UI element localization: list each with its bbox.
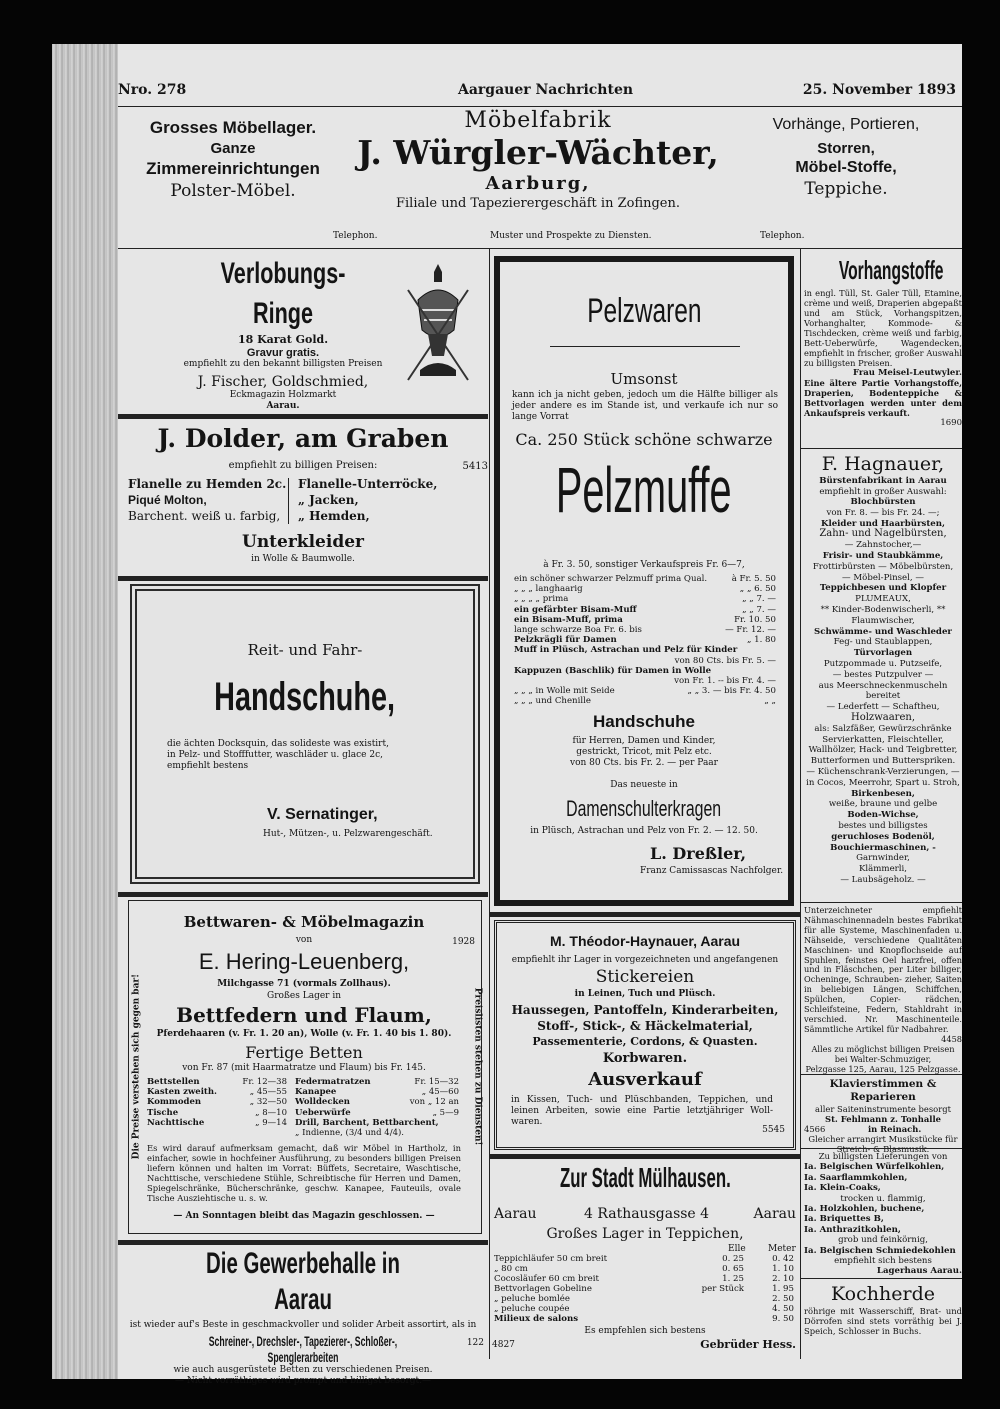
pelz-umsonst: Umsonst [610, 370, 678, 388]
pelz-title-rule [550, 346, 740, 347]
hering-big: Bettfedern und Flaum, [176, 1003, 432, 1027]
moebel-title: Möbelfabrik [464, 108, 612, 133]
rule-right-5 [801, 1278, 962, 1279]
ad-hering-leuenberg [128, 900, 482, 1234]
kohlen-item-0: Ia. Belgischen Würfelkohlen, [804, 1162, 945, 1173]
dolder-left-2: Piqué Molton, [128, 493, 207, 507]
hering-tl-0-price: Fr. 12—38 [242, 1077, 287, 1087]
muehl-head-meter: Meter [768, 1244, 796, 1254]
pelz-price-list [514, 574, 776, 707]
pelz-row-10-price: „ „ [764, 696, 776, 707]
hering-tr-4-price: „ Indienne, (3/4 und 4/4). [295, 1128, 404, 1139]
moebel-left-4: Polster-Möbel. [170, 181, 296, 201]
hering-tr-4-label: Drill, Barchent, Bettbarchent, [295, 1117, 439, 1128]
ringe-addr: Eckmagazin Holzmarkt [229, 390, 337, 401]
hand-line-2: in Pelz- und Stofffutter, waschläder u. glace 2c, [167, 750, 383, 761]
haynauer-title: M. Théodor-Haynauer, Aarau [549, 933, 741, 949]
pelz-row-1-item: „ „ „ langhaarig [514, 584, 583, 595]
pelz-hand-line-2: gestrickt, Tricot, mit Pelz etc. [576, 747, 712, 758]
dolder-unterkleider: Unterkleider [242, 532, 364, 552]
moebel-left-1: Grosses Möbellager. [149, 118, 317, 137]
ringe-city: Aarau. [266, 401, 300, 412]
buersten-sub: Bürstenfabrikant in Aarau [819, 476, 947, 486]
vorhang-extra: Eine ältere Partie Vorhangstoffe, Draperien, Bodenteppiche & Bettvorlagen werden unter dem Ankaufspreis verkauft. [804, 378, 962, 418]
pelz-row-4-item: ein Bisam-Muff, prima [514, 614, 623, 625]
ad-verlobungs-ringe [118, 254, 488, 412]
rule-right-3 [801, 1074, 962, 1075]
pelz-title: Pelzwaren [586, 292, 702, 330]
hering-table-right [295, 1077, 459, 1138]
naeh-line-2: Alles zu möglichst billigen Preisen bei Walter-Schmuziger, [811, 1043, 955, 1064]
page-stack-edges [52, 44, 118, 1379]
moebel-right-1: Vorhänge, Portieren, [772, 116, 920, 133]
buersten-item-1: von Fr. 8. — bis Fr. 24. —; [826, 507, 940, 518]
ad-naehmaschinen [804, 905, 962, 1074]
rule-below-moebel [118, 248, 962, 249]
hering-sunday: — An Sonntagen bleibt das Magazin geschlossen. — [173, 1211, 435, 1221]
muehl-row-2-item: Cocosläufer 60 cm breit [494, 1274, 599, 1284]
muehl-row-1-meter: 1. 10 [772, 1264, 794, 1274]
haynauer-korb: Korbwaren. [602, 1051, 688, 1066]
hering-tr-3-label: Ueberwürfe [295, 1107, 351, 1118]
naeh-text: Unterzeichneter empfiehlt Nähmaschinennadeln bestes Fabrikat für alle Systeme, Maschinenfaden u. Nähseide, verschiedene Qualitäten Maschinen- und Knopflochseide auf Spuhlen, feinstes Oel harzfrei, offen und in Fläschchen, per Liter billiger, Ocheninge, Schrauben- zieher, Saiten in beliebigen Längen, Schiffchen, Spülchen, Copier- rädchen, Schleifsteine, Federn, Stahldraht in verschied. Nr. Maschinenteile. Sämmtliche Artikel für Nadbahrer. [804, 905, 962, 1034]
naeh-line-3: Pelzgasse 125, Aarau, 125 Pelzgasse. [805, 1063, 961, 1074]
ad-kohlen [804, 1152, 962, 1277]
pelz-row-0-price: à Fr. 5. 50 [731, 574, 776, 584]
muehl-lager: Großes Lager in Teppichen, [546, 1226, 744, 1242]
hering-tl-1-price: „ 45—55 [249, 1087, 287, 1098]
dolder-right-3: „ Hemden, [298, 509, 370, 523]
ringe-title: Verlobungs-Ringe [220, 257, 346, 330]
pelz-firm-sub: Franz Camissascas Nachfolger. [640, 866, 784, 876]
buersten-item-21: Servierkatten, Fleischteller, Wallhölzer, Hack- und Teigbretter, [808, 734, 958, 756]
muehl-row-4-elle [694, 1294, 744, 1304]
dolder-title: J. Dolder, am Graben [157, 424, 449, 453]
ad-vorhangstoffe [804, 254, 962, 446]
ad-handschuhe-frame [130, 584, 480, 884]
muehl-row-4-meter: 2. 50 [772, 1294, 794, 1304]
vorhang-number: 1690 [940, 418, 962, 428]
gewerbe-number: 122 [466, 1338, 484, 1348]
hering-tr-0-price: Fr. 15—32 [414, 1077, 459, 1087]
rule-thick-1 [118, 414, 488, 419]
pelz-row-9-price: „ „ 3. — bis Fr. 4. 50 [687, 686, 776, 697]
kochherde-title: Kochherde [831, 1283, 935, 1305]
kohlen-item-3: trocken u. flammig, [840, 1193, 926, 1204]
page-header [118, 82, 962, 102]
muehl-row-5-meter: 4. 50 [772, 1304, 794, 1314]
rule-right-2 [801, 902, 962, 903]
hering-tl-0-label: Bettstellen [147, 1077, 200, 1087]
haynauer-stickereien: Stickereien [595, 967, 695, 987]
buersten-item-22: Butterformen und Butterspriken. [810, 756, 956, 767]
hering-tl-3-label: Tische [147, 1107, 179, 1118]
kohlen-item-8: Ia. Belgischen Schmiedekohlen [804, 1245, 956, 1256]
buersten-item-13: Feg- und Staublappen, [833, 637, 933, 648]
pelz-price: à Fr. 3. 50, sonstiger Verkaufspreis Fr. 6—7, [543, 560, 745, 570]
buersten-item-0: Blochbürsten [850, 497, 916, 507]
muehl-firm: Gebrüder Hess. [700, 1338, 796, 1351]
ad-moebelfabrik [118, 108, 962, 248]
klavier-number: 4566 [804, 1124, 826, 1134]
gewerbe-title: Die Gewerbehalle in Aarau [206, 1247, 400, 1316]
buersten-item-18: — Lederfett — Schaftheu, [826, 702, 940, 713]
ad-zur-stadt-muelhausen [492, 1158, 798, 1358]
hering-fertig: Fertige Betten [245, 1043, 363, 1062]
buersten-item-28: bestes und billigstes [838, 820, 928, 831]
kohlen-item-4: Ia. Holzkohlen, buchene, [804, 1204, 925, 1215]
ad-klavierstimmen [804, 1078, 962, 1154]
vorhang-title: Vorhangstoffe [838, 255, 944, 285]
klavier-title: Klavierstimmen & Reparieren [829, 1078, 937, 1103]
buersten-item-26: weiße, braune und gelbe [828, 799, 938, 810]
hering-tr-0-label: Federmatratzen [295, 1077, 371, 1087]
kochherde-text: röhrige mit Wasserschiff, Brat- und Dörrofen sind stets vorräthig bei J. Speich, Schlosser in Buchs. [804, 1306, 962, 1336]
pelz-hand-line-1: für Herren, Damen und Kinder, [572, 736, 716, 746]
hering-side-right: Preislisten stehen zu Diensten! [472, 987, 483, 1146]
rule-thick-3 [118, 892, 488, 897]
muehl-price-table [494, 1254, 794, 1324]
pelz-row-2-price: „ „ 7. — [742, 594, 776, 605]
moebel-place: Aarburg, [485, 173, 591, 194]
hand-line-1: die ächten Docksquin, das solideste was existirt, [167, 739, 389, 749]
buersten-item-7: — Möbel-Pinsel, — [842, 572, 924, 583]
ad-gewerbehalle [118, 1246, 488, 1387]
vorhang-firm: Frau Meisel-Leutwyler. [852, 368, 962, 378]
hering-tr-2-price: von „ 12 an [409, 1097, 459, 1108]
hering-tr-2-label: Wolldecken [295, 1097, 350, 1108]
ad-kochherde [804, 1282, 962, 1358]
haynauer-line-4: Stoff-, Stick-, & Häckelmaterial, [537, 1019, 753, 1033]
ringe-line-1: 18 Karat Gold. [237, 333, 329, 346]
header-rule [118, 106, 962, 107]
moebel-left-3: Zimmereinrichtungen [146, 159, 320, 178]
buersten-item-8: Teppichbesen und Klopfer [819, 583, 947, 594]
telephon-right: Telephon. [760, 231, 805, 241]
rule-thick-mid-1 [490, 912, 800, 917]
muehl-row-6-item: Milieux de salons [494, 1314, 579, 1324]
kohlen-item-7: grob und feinkörnig, [838, 1235, 928, 1246]
dolder-number: 5413 [462, 461, 488, 472]
gewerbe-line-3: wie auch ausgerüstete Betten zu verschiedenen Preisen. [173, 1365, 433, 1376]
hering-tr-1-price: „ 45—60 [421, 1087, 459, 1098]
buersten-list [804, 497, 962, 886]
hering-tr-1-label: Kanapee [295, 1087, 337, 1098]
ringe-line-2: Gravur gratis. [246, 346, 320, 359]
pelz-row-2-item: „ „ „ „ prima [514, 594, 569, 605]
pelz-hand-line-3: von 80 Cts. bis Fr. 2. — per Paar [570, 758, 718, 769]
pelz-row-4-price: Fr. 10. 50 [734, 614, 776, 625]
haynauer-line-1: empfiehlt ihr Lager in vorgezeichneten und angefangenen [511, 955, 779, 965]
moebel-right-3: Möbel-Stoffe, [795, 159, 897, 176]
pelz-ca: Ca. 250 Stück schöne schwarze [515, 430, 773, 449]
dolder-unterkleider-sub: in Wolle & Baumwolle. [251, 554, 355, 564]
buersten-item-24: in Cocos, Meerrohr, Spart u. Stroh, [806, 777, 960, 788]
hering-side-left: Die Preise verstehen sich gegen bar! [131, 973, 142, 1160]
buersten-item-20: als: Salzfäßer, Gewürzschränke [814, 723, 952, 734]
pelz-row-6-price: „ 1. 80 [746, 635, 776, 646]
naeh-number: 4458 [941, 1033, 962, 1044]
muehl-head-elle: Elle [728, 1244, 746, 1254]
rule-thick-4 [118, 1240, 488, 1245]
buersten-item-17: aus Meerschneckenmuscheln bereitet [818, 680, 948, 702]
buersten-item-6: Frottirbürsten — Möbelbürsten, [812, 561, 954, 572]
buersten-item-12: Schwämme- und Waschleder [814, 626, 952, 637]
moebel-left-2: Ganze [210, 140, 256, 157]
hering-top: Bettwaren- & Möbelmagazin [183, 913, 425, 931]
muehl-number: 4827 [492, 1340, 515, 1350]
muehl-row-2-meter: 2. 10 [772, 1274, 794, 1284]
pelz-row-3-price: „ „ 7. — [742, 604, 776, 615]
buersten-item-14: Türvorlagen [853, 648, 913, 659]
buersten-item-25: Birkenbesen, [851, 788, 915, 799]
gewerbe-line-2: Schreiner-, Drechsler-, Tapezierer-, Schloßer-, Spenglerarbeiten [208, 1333, 398, 1366]
trophy-cup-illustration [398, 260, 478, 392]
klavier-line-3: in Reinach. [868, 1124, 922, 1134]
muehl-row-1-item: „ 80 cm [494, 1264, 528, 1274]
kohlen-firm: Lagerhaus Aarau. [876, 1266, 962, 1277]
rule-right-1 [801, 448, 962, 449]
hering-tl-4-price: „ 9—14 [255, 1117, 287, 1128]
muehl-row-4-item: „ peluche bomlée [494, 1294, 570, 1304]
muehl-row-2-elle: 1. 25 [722, 1274, 744, 1284]
haynauer-line-2: in Leinen, Tuch und Plüsch. [574, 989, 716, 999]
hering-tl-3-price: „ 8—10 [255, 1107, 287, 1118]
hering-lager: Großes Lager in [267, 991, 341, 1001]
muehl-row-5-elle [694, 1304, 744, 1314]
muehl-left: Aarau [494, 1206, 537, 1222]
hering-tl-1-label: Kasten zweith. [147, 1087, 218, 1098]
ad-dolder [118, 424, 488, 574]
klavier-line-1: aller Saiteninstrumente besorgt [815, 1104, 951, 1114]
buersten-item-11: Flaumwischer, [851, 615, 915, 626]
haynauer-line-6: in Kissen, Tuch- und Plüschbanden, Teppichen, und leinen Arbeiten, sowie eine Partie letztjähriger Woll-waren. [511, 1095, 773, 1128]
buersten-item-2: Kleider und Haarbürsten, [820, 518, 946, 529]
ad-pelzwaren [494, 256, 794, 906]
buersten-item-10: ** Kinder-Bodenwischerli, ** [820, 604, 946, 615]
haynauer-line-5: Passementerie, Cordons, & Quasten. [532, 1035, 758, 1048]
hering-table-left [147, 1077, 287, 1128]
moebel-note: Muster und Prospekte zu Diensten. [490, 231, 652, 241]
hering-pferd: Pferdehaaren (v. Fr. 1. 20 an), Wolle (v. Fr. 1. 40 bis 1. 80). [156, 1029, 452, 1039]
haynauer-line-3: Haussegen, Pantoffeln, Kinderarbeiten, [511, 1003, 779, 1017]
kohlen-item-1: Ia. Saarflammkohlen, [804, 1172, 908, 1183]
buersten-title: F. Hagnauer, [821, 453, 945, 475]
muehl-row-0-item: Teppichläufer 50 cm breit [494, 1254, 608, 1264]
gewerbe-line-1: ist wieder auf's Beste in geschmackvoller und solider Arbeit assortirt, als in [129, 1320, 477, 1330]
buersten-item-9: PLUMEAUX, [855, 594, 911, 605]
buersten-line-1: empfiehlt in großer Auswahl: [819, 486, 947, 497]
dolder-sub: empfiehlt zu billigen Preisen: [228, 460, 378, 471]
klavier-line-4: Gleicher arrangirt Musikstücke für Streich- & Blasmusik. [808, 1134, 958, 1154]
moebel-right-2: Storren, [817, 140, 875, 157]
pelz-row-0-item: ein schöner schwarzer Pelzmuff prima Qual. [514, 574, 708, 584]
buersten-item-33: — Laubsägeholz. — [840, 874, 926, 885]
buersten-item-29: geruchloses Bodenöl, [831, 831, 935, 842]
buersten-item-3: Zahn- und Nagelbürsten, [819, 528, 947, 540]
pelz-row-5-price: — Fr. 12. — [725, 625, 776, 636]
dolder-left-3: Barchent. weiß u. farbig, [128, 509, 281, 523]
pelz-row-8-item: Kappuzen (Baschlik) für Damen in Wolle [514, 665, 712, 676]
rule-right-4 [801, 1148, 962, 1149]
haynauer-number: 5545 [762, 1125, 785, 1135]
buersten-item-16: — bestes Putzpulver — [832, 669, 934, 680]
pelz-muffe: Pelzmuffe [556, 454, 732, 526]
newspaper-name: Aargauer Nachrichten [458, 82, 634, 98]
dolder-right-2: „ Jacken, [298, 493, 359, 507]
dolder-right-1: Flanelle-Unterröcke, [298, 477, 438, 491]
hering-fertig-sub: von Fr. 87 (mit Haarmatratze und Flaum) bis Fr. 145. [182, 1063, 426, 1073]
muehl-row-0-meter: 0. 42 [772, 1254, 794, 1264]
buersten-item-31: Garnwinder, [856, 853, 910, 864]
muehl-row-0-elle: 0. 25 [722, 1254, 744, 1264]
pelz-row-1-price: „ „ 6. 50 [739, 584, 776, 595]
issue-date: 25. November 1893 [802, 82, 956, 98]
pelz-damen-sub: in Plüsch, Astrachan und Pelz von Fr. 2. — 12. 50. [530, 826, 758, 836]
hering-tl-2-label: Kommoden [147, 1097, 202, 1108]
hand-top: Reit- und Fahr- [247, 641, 363, 659]
hand-firm-sub: Hut-, Mützen-, u. Pelzwarengeschäft. [263, 829, 433, 839]
pelz-neu: Das neueste in [610, 780, 678, 790]
hand-title: Handschuhe, [214, 675, 396, 719]
pelz-intro: kann ich ja nicht geben, jedoch um die Hälfte billiger als jeder andere es im Stande ist, und verkaufe ich nur so lange Vorrat [512, 390, 778, 423]
pelz-row-3-item: ein gefärbter Bisam-Muff [514, 604, 637, 615]
column-rule-1 [489, 249, 490, 1359]
pelz-row-7-item: Muff in Plüsch, Astrachan und Pelz für Kinder [514, 645, 738, 656]
moebel-firm-name: J. Würgler-Wächter, [357, 133, 719, 172]
hand-line-3: empfiehlt bestens [167, 761, 249, 772]
pelz-firm: L. Dreßler, [650, 844, 747, 863]
hering-text: Es wird darauf aufmerksam gemacht, daß wir Möbel in Hartholz, in einfacher, sowie in hochfeiner Ausführung, zu besonders billigen Preisen liefern können und halten im Vorrat: Büffets, Secretaire, Waschtische, Nachttische, verschiedene Stühle, Schreibtische für Herren und Damen, Spiegelschränke, Bücherschränke, geschw. Kanapee, Fauteuils, ovale Tische Ausziehtische u. s. w. [147, 1143, 461, 1203]
muehl-right: Aarau [753, 1206, 796, 1222]
kohlen-foot: empfiehlt sich bestens [834, 1256, 932, 1267]
hering-tl-2-price: „ 32—50 [249, 1097, 287, 1108]
pelz-row-8-price: von Fr. 1. -- bis Fr. 4. — [674, 676, 776, 687]
ringe-firm: J. Fischer, Goldschmied, [197, 374, 369, 391]
pelz-row-5-item: lange schwarze Boa Fr. 6. bis [514, 625, 642, 636]
ad-buersten-hagnauer [804, 452, 962, 900]
hering-name: E. Hering-Leuenberg, [198, 949, 410, 974]
pelz-handschuhe: Handschuhe [592, 712, 696, 731]
buersten-item-19: Holzwaaren, [850, 711, 915, 723]
buersten-item-5: Frisir- und Staubkämme, [822, 550, 944, 561]
buersten-item-30: Bouchiermaschinen, - [830, 842, 936, 853]
rule-thick-2 [118, 576, 488, 581]
telephon-left: Telephon. [333, 231, 378, 241]
pelz-row-10-item: „ „ „ und Chenille [514, 696, 591, 707]
pelz-row-7-price: von 80 Cts. bis Fr. 5. — [674, 655, 776, 666]
kohlen-item-6: Ia. Anthrazitkohlen, [804, 1224, 901, 1235]
ringe-line-3: empfiehlt zu den bekannt billigsten Preisen [183, 359, 383, 369]
newspaper-sheet [118, 44, 962, 1387]
gewerbe-line-4: — Nicht vorräthiges wird prompt und billigst besorgt.— [174, 1376, 432, 1387]
column-rule-2 [800, 249, 801, 1359]
ad-haynauer [494, 920, 796, 1150]
kohlen-head: Zu billigsten Lieferungen von [818, 1152, 948, 1162]
moebel-right-4: Teppiche. [804, 179, 888, 199]
buersten-item-23: — Küchenschrank-Verzierungen, — [806, 766, 960, 777]
muehl-row-5-item: „ peluche coupée [494, 1304, 570, 1314]
muehl-row-3-item: Bettvorlagen Gobeline [494, 1284, 592, 1294]
buersten-item-32: Klämmerli, [858, 864, 907, 875]
muehl-row-3-elle: per Stück [701, 1284, 744, 1294]
pelz-row-6-item: Pelzkrägli für Damen [514, 635, 617, 646]
dolder-left-1: Flanelle zu Hemden 2c. [128, 477, 287, 491]
dolder-divider [288, 478, 289, 524]
buersten-item-15: Putzpommade u. Putzseife, [823, 658, 943, 669]
hering-tl-4-label: Nachttische [147, 1117, 205, 1128]
vorhang-text: in engl. Tüll, St. Galer Tüll, Etamine, crème und weiß, Draperien abgepaßt und am Stück, Vorhangspitzen, Vorhanghalter, Kommode- & Tischdecken, crème weiß und farbig, Bett-Ueberwürfe, Wagendecken, empfiehlt in frischer, großer Auswahl zu billigsten Preisen. [804, 288, 962, 368]
buersten-item-4: — Zahnstocher,— [844, 540, 922, 551]
kohlen-item-5: Ia. Briquettes B, [804, 1214, 884, 1225]
haynauer-ausverkauf: Ausverkauf [588, 1069, 702, 1090]
hand-firm: V. Sernatinger, [267, 806, 378, 823]
pelz-damen: Damenschulterkragen [566, 796, 722, 821]
newspaper-page [52, 44, 962, 1387]
muehl-title: Zur Stadt Mülhausen. [559, 1162, 731, 1193]
issue-number: Nro. 278 [118, 82, 187, 98]
hering-addr: Milchgasse 71 (vormals Zollhaus). [217, 979, 391, 989]
muehl-row-6-meter: 9. 50 [772, 1314, 794, 1324]
buersten-item-27: Boden-Wichse, [847, 810, 919, 821]
pelz-row-9-item: „ „ „ in Wolle mit Seide [514, 686, 615, 697]
muehl-address: 4 Rathausgasse 4 [584, 1206, 710, 1222]
klavier-line-2: St. Fehlmann z. Tonhalle [825, 1114, 941, 1124]
hering-number: 1928 [452, 937, 475, 947]
muehl-row-3-meter: 1. 95 [772, 1284, 794, 1294]
moebel-subtitle: Filiale und Tapezierergeschäft in Zofingen. [395, 196, 681, 211]
hering-von: von [295, 935, 313, 945]
muehl-row-6-elle [694, 1314, 744, 1324]
muehl-foot: Es empfehlen sich bestens [584, 1326, 706, 1336]
hering-tr-3-price: „ 5—9 [432, 1107, 459, 1118]
muehl-row-1-elle: 0. 65 [722, 1264, 744, 1274]
kohlen-item-2: Ia. Klein-Coaks, [804, 1183, 881, 1194]
